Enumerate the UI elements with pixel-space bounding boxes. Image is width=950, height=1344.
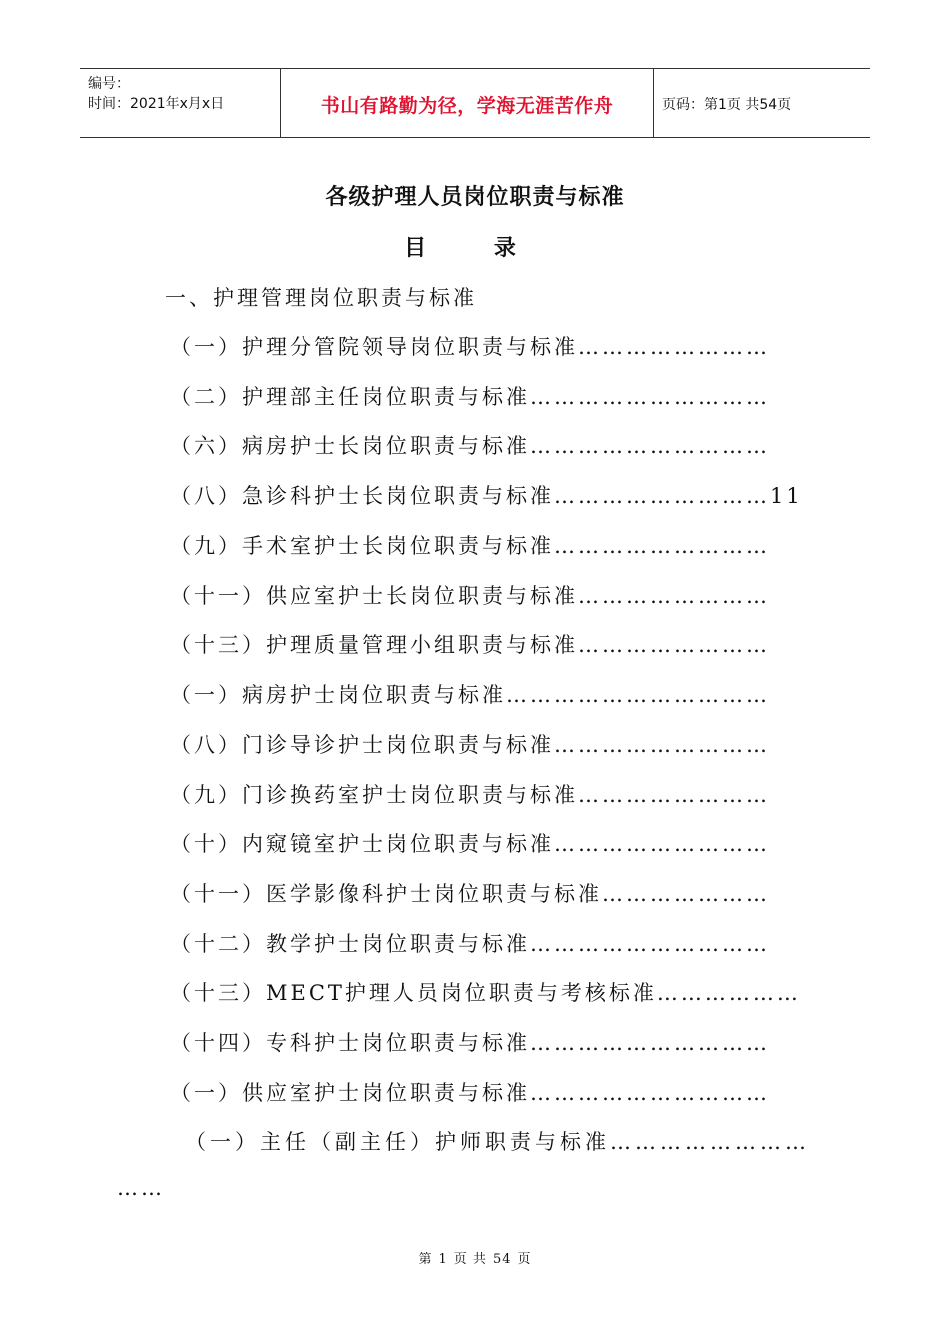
footer-suffix: 页 [517,1252,532,1267]
toc-heading: 目 录 [404,236,546,261]
toc-entry[interactable]: （十）内窥镜室护士岗位职责与标准……………………… [170,832,770,856]
footer-page-number: 1 [438,1252,448,1267]
toc-entry[interactable]: （八）急诊科护士长岗位职责与标准………………………11 [170,484,803,508]
footer-mid: 页 共 [453,1252,487,1267]
toc-entry[interactable]: （一）病房护士岗位职责与标准…………………………… [170,683,770,707]
toc-entry[interactable]: （六）病房护士长岗位职责与标准………………………… [170,434,770,458]
document-time-label: 时间：2021年x月x日 [88,96,225,112]
toc-entry[interactable]: （二）护理部主任岗位职责与标准………………………… [170,385,770,409]
page-footer [0,1248,950,1267]
header-motto-cell [280,69,654,137]
toc-entry[interactable]: （八）门诊导诊护士岗位职责与标准……………………… [170,733,770,757]
toc-entry[interactable]: （一）供应室护士岗位职责与标准………………………… [170,1081,770,1105]
motto-text: 书山有路勤为径，学海无涯苦作舟 [320,95,614,117]
toc-entry[interactable]: （一）护理分管院领导岗位职责与标准…………………… [170,335,770,359]
header-page-cell [652,69,870,137]
document-number-label: 编号： [88,76,130,92]
header-table [80,68,870,138]
page-info: 页码：第1页 共54页 [662,97,792,113]
toc-entry[interactable]: （九）手术室护士长岗位职责与标准……………………… [170,534,770,558]
toc-entry[interactable]: （九）门诊换药室护士岗位职责与标准…………………… [170,783,770,807]
footer-prefix: 第 [418,1252,433,1267]
toc-entry[interactable]: （一）主任（副主任）护师职责与标准…………………… [185,1130,810,1154]
footer-total-pages: 54 [492,1252,512,1267]
toc-entry[interactable]: （十四）专科护士岗位职责与标准………………………… [170,1031,770,1055]
toc-entry[interactable]: （十三）MECT护理人员岗位职责与考核标准……………… [170,981,801,1005]
toc-entry[interactable]: （十一）供应室护士长岗位职责与标准…………………… [170,584,770,608]
document-title: 各级护理人员岗位职责与标准 [325,185,625,210]
toc-entry[interactable]: 一、护理管理岗位职责与标准 [165,286,477,310]
toc-entry[interactable]: （十二）教学护士岗位职责与标准………………………… [170,932,770,956]
toc-entry[interactable]: （十一）医学影像科护士岗位职责与标准………………… [170,882,770,906]
toc-continuation: …… [117,1176,165,1200]
header-meta-cell [80,69,280,137]
toc-entry[interactable]: （十三）护理质量管理小组职责与标准…………………… [170,633,770,657]
